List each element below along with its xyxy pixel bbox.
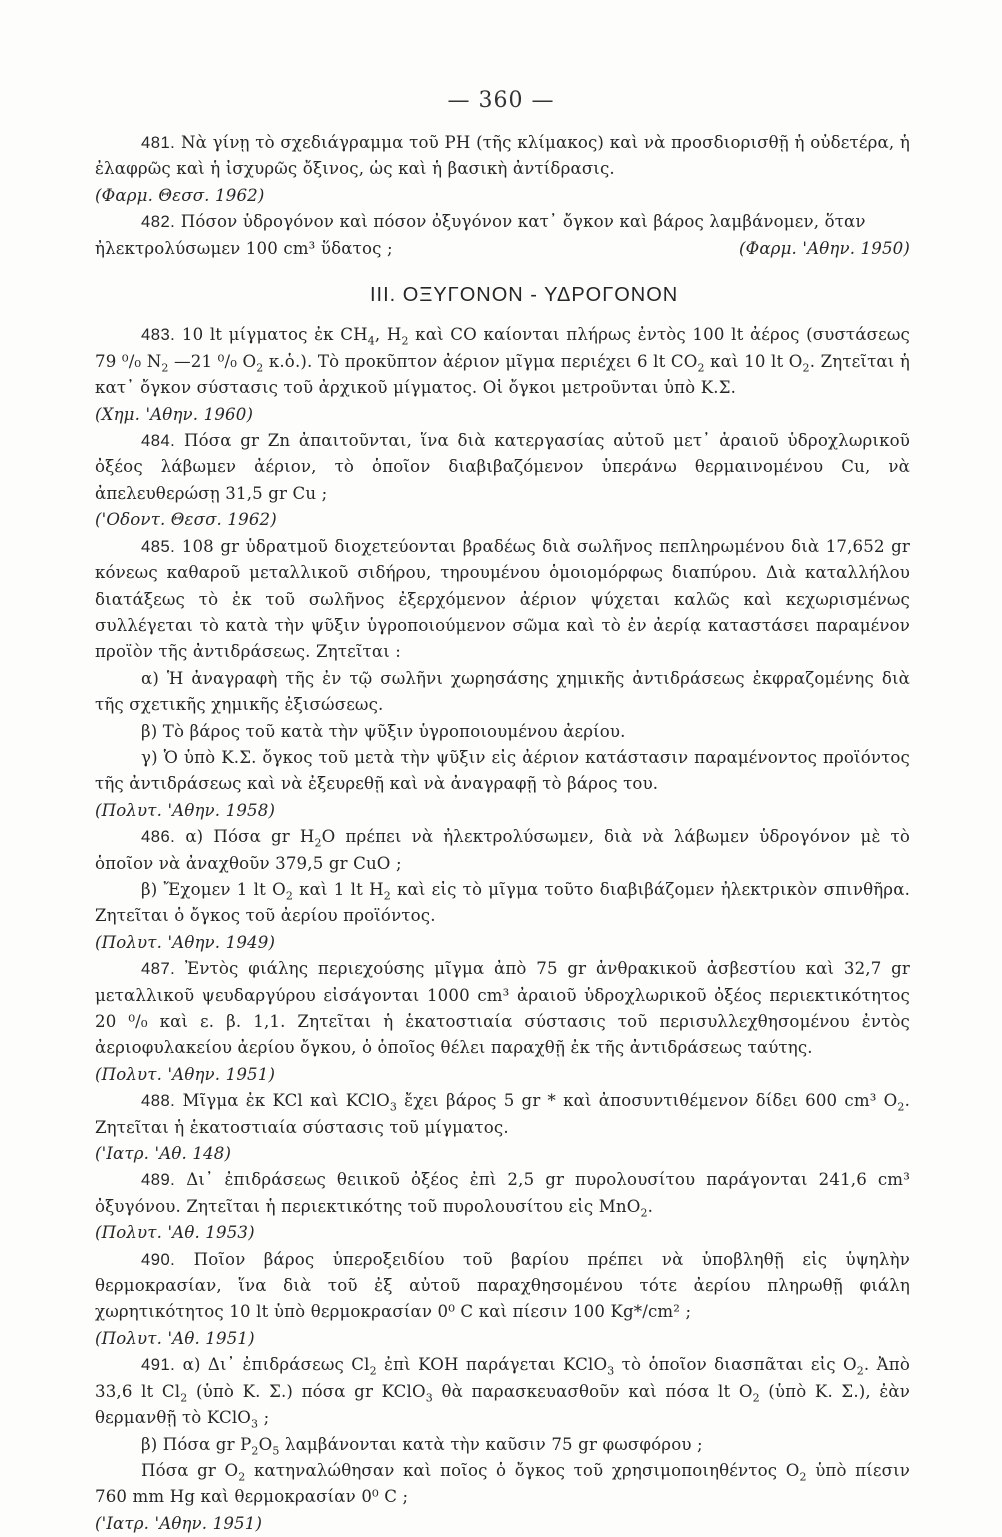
text-run: 10 lt μίγματος ἐκ CH	[181, 325, 368, 345]
problem-source: (Πολυτ. 'Αθην. 1951)	[95, 1064, 276, 1084]
problem-source: ('Οδοντ. Θεσσ. 1962)	[95, 510, 277, 530]
problem-number: 486.	[141, 827, 176, 847]
subscript: 2	[383, 889, 391, 903]
subscript: 2	[640, 1206, 648, 1220]
text-run: .	[647, 1196, 654, 1216]
problem-text: Ποῖον βάρος ὑπεροξειδίου τοῦ βαρίου πρέπει νὰ ὑποβληθῇ εἰς ὑψηλὴν θερμοκρασίαν, ἵνα διὰ τοῦ ἐξ αὐτοῦ παραχθησομένου τότε ἀερίου πληρωθῇ φιάλη χωρητικότητος 10 lt ὑπὸ θερμοκρασίαν 0⁰ C καὶ πίεσιν 100 Kg*/cm² ;	[95, 1249, 910, 1322]
problem-486-part-b	[95, 877, 910, 930]
problem-482	[95, 209, 910, 235]
text-run: (ὑπὸ Κ. Σ.) πόσα gr KClO	[187, 1381, 426, 1401]
subscript: 2	[697, 361, 705, 375]
text-run: . Ἀπὸ 33,6 lt Cl	[95, 1355, 910, 1401]
problem-491-part-b	[95, 1432, 910, 1458]
text-run: (ὑπὸ Κ. Σ.), ἐὰν θερμανθῇ τὸ KClO	[95, 1381, 910, 1428]
problem-number: 485.	[141, 536, 176, 556]
text-run: Πόσα gr O	[141, 1460, 239, 1480]
text-run: α) Δι᾽ ἐπιδράσεως Cl	[182, 1355, 370, 1375]
subscript: 2	[251, 1443, 259, 1457]
subscript: 2	[369, 1364, 377, 1378]
problem-number: 489.	[141, 1170, 176, 1190]
problem-source: ('Ιατρ. 'Αθην. 1951)	[95, 1513, 263, 1533]
subscript: 2	[752, 1391, 760, 1404]
text-run: ἐπὶ KOH παράγεται KClO	[376, 1355, 608, 1375]
problem-source: (Πολυτ. 'Αθην. 1958)	[95, 800, 276, 820]
subscript: 3	[251, 1417, 259, 1431]
problem-485-part-b: β) Τὸ βάρος τοῦ κατὰ τὴν ψῦξιν ὑγροποιουμένου ἀερίου.	[141, 721, 626, 741]
text-run: O πρέπει νὰ ἠλεκτρολύσωμεν, διὰ νὰ λάβωμεν ὑδρογόνον μὲ τὸ ὁποῖον νὰ ἀναχθοῦν 379,5 gr CuO ;	[95, 827, 910, 873]
problem-486	[95, 824, 910, 877]
text-run: ἔχει βάρος 5 gr * καὶ ἀποσυντιθέμενον δίδει 600 cm³ O	[397, 1091, 898, 1111]
subscript: 4	[367, 334, 375, 348]
subscript: 2	[802, 361, 810, 375]
problem-488	[95, 1088, 910, 1141]
problem-number: 482.	[141, 212, 176, 232]
problem-481	[95, 130, 910, 183]
text-run: λαμβάνονται κατὰ τὴν καῦσιν 75 gr φωσφόρου ;	[279, 1434, 703, 1454]
subscript: 2	[799, 1470, 807, 1484]
subscript: 3	[607, 1364, 615, 1378]
text-run: . Ζητεῖται ἡ κατ᾽ ὄγκον σύστασις τοῦ ἀρχικοῦ μίγματος. Οἱ ὄγκοι μετροῦνται ὑπὸ Κ.Σ.	[95, 351, 910, 398]
problem-source: ('Ιατρ. 'Αθ. 148)	[95, 1144, 232, 1164]
problem-489	[95, 1167, 910, 1220]
problem-482-last-line	[95, 236, 910, 262]
text-run: β) Ἔχομεν 1 lt O	[141, 879, 286, 899]
subscript: 2	[238, 1470, 246, 1484]
problem-source: (Χημ. 'Αθην. 1960)	[95, 404, 254, 424]
problem-source: (Πολυτ. 'Αθ. 1951)	[95, 1328, 255, 1348]
subscript: 3	[425, 1391, 433, 1404]
subscript: 2	[180, 1391, 188, 1404]
problem-number: 483.	[141, 325, 176, 345]
problem-483	[95, 322, 910, 401]
text-run: . Ζητεῖται ἡ ἑκατοστιαία σύστασις τοῦ μίγματος.	[95, 1091, 910, 1137]
problem-text: Ἐντὸς φιάλης περιεχούσης μῖγμα ἀπὸ 75 gr ἀνθρακικοῦ ἀσβεστίου καὶ 32,7 gr μεταλλικοῦ ψευδαργύρου εἰσάγονται 1000 cm³ ἀραιοῦ ὑδροχλωρικοῦ ὀξέος περιεκτικότητος 20 ⁰/₀ καὶ ε. β. 1,1. Ζητεῖται ἡ ἑκατοστιαία σύστασις τοῦ περισυλλεχθησομένου ἐντὸς ἀεριοφυλακείου ἀερίου ὄγκου, ὁ ὁποῖος θέλει παραχθῇ ἐκ τῆς ἀντιδράσεως ταύτης.	[95, 959, 910, 1058]
text-run: κ.ὁ.). Τὸ προκῦπτον ἀέριον μῖγμα περιέχει 6 lt CO	[263, 351, 698, 371]
problem-number: 484.	[141, 431, 176, 451]
problem-number: 490.	[141, 1249, 176, 1269]
text-run: Μῖγμα ἐκ KCl καὶ KClO	[182, 1091, 390, 1111]
problem-text: Νὰ γίνῃ τὸ σχεδιάγραμμα τοῦ PH (τῆς κλίμακος) καὶ νὰ προσδιορισθῇ ἡ οὐδετέρα, ἡ ἐλαφρῶς καὶ ἡ ἰσχυρῶς ὄξινος, ὡς καὶ ἡ βασικὴ ἀντίδρασις.	[95, 133, 910, 179]
text-run: α) Πόσα gr H	[185, 827, 315, 847]
text-run: καὶ 1 lt H	[292, 879, 384, 899]
problem-485-part-a: α) Ἡ ἀναγραφὴ τῆς ἐν τῷ σωλῆνι χωρησάσης χημικῆς ἀντιδράσεως ἐκφραζομένης διὰ τῆς σχετικῆς χημικῆς ἐξισώσεως.	[95, 668, 910, 715]
page-number: — 360 —	[447, 88, 555, 113]
text-run: τὸ ὁποῖον διασπᾶται εἰς O	[614, 1355, 857, 1375]
problem-number: 488.	[141, 1091, 176, 1111]
section-heading: III. ΟΞΥΓΟΝΟΝ - ΥΔΡΟΓΟΝΟΝ	[370, 284, 679, 307]
subscript: 2	[314, 836, 322, 850]
text-run: ὑπὸ πίεσιν 760 mm Hg καὶ θερμοκρασίαν 0⁰ C ;	[95, 1460, 910, 1507]
text-run: β) Πόσα gr P	[141, 1434, 252, 1454]
problem-text: Πόσον ὑδρογόνον καὶ πόσον ὀξυγόνον κατ᾽ ὄγκον καὶ βάρος λαμβάνομεν, ὅταν	[180, 212, 866, 232]
text-run: ;	[258, 1408, 270, 1428]
problem-484	[95, 428, 910, 507]
problem-text: Πόσα gr Zn ἀπαιτοῦνται, ἵνα διὰ κατεργασίας αὐτοῦ μετ᾽ ἀραιοῦ ὑδροχλωρικοῦ ὀξέος λάβωμεν ἀέριον, τὸ ὁποῖον διαβιβαζόμενον ὑπεράνω θερμαινομένου Cu, νὰ ἀπελευθερώσῃ 31,5 gr Cu ;	[95, 431, 910, 503]
problem-491	[95, 1352, 910, 1431]
text-run: καὶ 10 lt O	[704, 351, 803, 371]
text-run: O	[258, 1434, 273, 1454]
text-run: καὶ CO καίονται πλήρως ἐντὸς 100 lt ἀέρος (συστάσεως 79 ⁰/₀ N	[95, 325, 910, 371]
text-run: κατηναλώθησαν καὶ ποῖος ὁ ὄγκος τοῦ χρησιμοποιηθέντος O	[245, 1460, 800, 1480]
problem-source: (Πολυτ. 'Αθην. 1949)	[95, 932, 276, 952]
page-content	[95, 130, 910, 1537]
subscript: 2	[897, 1100, 905, 1114]
subscript: 5	[272, 1443, 280, 1457]
problem-source: (Φαρμ. 'Αθην. 1950)	[738, 238, 910, 258]
subscript: 2	[285, 889, 293, 903]
problem-490	[95, 1247, 910, 1326]
problem-source: (Φαρμ. Θεσσ. 1962)	[95, 185, 265, 205]
problem-491-part-c	[95, 1458, 910, 1511]
text-run: —21 ⁰/₀ O	[168, 351, 257, 371]
problem-485-part-c: γ) Ὁ ὑπὸ Κ.Σ. ὄγκος τοῦ μετὰ τὴν ψῦξιν εἰς ἀέριον κατάστασιν παραμένοντος προϊόντος τῆς ἀντιδράσεως καὶ νὰ ἐξευρεθῇ καὶ νὰ ἀναγραφῇ τὸ βάρος του.	[95, 747, 910, 794]
text-run: θὰ παρασκευασθοῦν καὶ πόσα lt O	[432, 1381, 753, 1401]
problem-number: 491.	[141, 1355, 176, 1375]
problem-text: 108 gr ὑδρατμοῦ διοχετεύονται βραδέως διὰ σωλῆνος πεπληρωμένου διὰ 17,652 gr κόνεως καθαροῦ μεταλλικοῦ σιδήρου, τηρουμένου ὁμοιομόρφως διαπύρου. Διὰ καταλλήλου διατάξεως τὸ ἐκ τοῦ σωλῆνος ἐξερχόμενον ἀέριον ψύχεται καλῶς καὶ κεχωρισμένως συλλέγεται τὸ κατὰ τὴν ψῦξιν ὑγροποιούμενον σῶμα καὶ τὸ ἐν ἀερίᾳ καταστάσει παραμένον προϊὸν τῆς ἀντιδράσεως. Ζητεῖται :	[95, 536, 910, 662]
problem-487	[95, 956, 910, 1062]
subscript: 2	[856, 1364, 864, 1378]
text-run: καὶ εἰς τὸ μῖγμα τοῦτο διαβιβάζομεν ἠλεκτρικὸν σπινθῆρα. Ζητεῖται ὁ ὄγκος τοῦ ἀερίου προϊόντος.	[95, 879, 910, 926]
problem-485	[95, 534, 910, 666]
subscript: 2	[161, 361, 169, 375]
problem-text: ἠλεκτρολύσωμεν 100 cm³ ὕδατος ;	[95, 238, 393, 258]
subscript: 2	[401, 334, 409, 348]
problem-number: 487.	[141, 959, 176, 979]
text-run: , H	[374, 325, 402, 345]
text-run: Δι᾽ ἐπιδράσεως θειικοῦ ὀξέος ἐπὶ 2,5 gr πυρολουσίτου παράγονται 241,6 cm³ ὀξυγόνου. Ζητεῖται ἡ περιεκτικότης τοῦ πυρολουσίτου εἰς MnO	[95, 1170, 910, 1216]
subscript: 3	[389, 1100, 398, 1114]
problem-source: (Πολυτ. 'Αθ. 1953)	[95, 1223, 255, 1243]
problem-number: 481.	[141, 133, 176, 152]
subscript: 2	[256, 361, 264, 375]
